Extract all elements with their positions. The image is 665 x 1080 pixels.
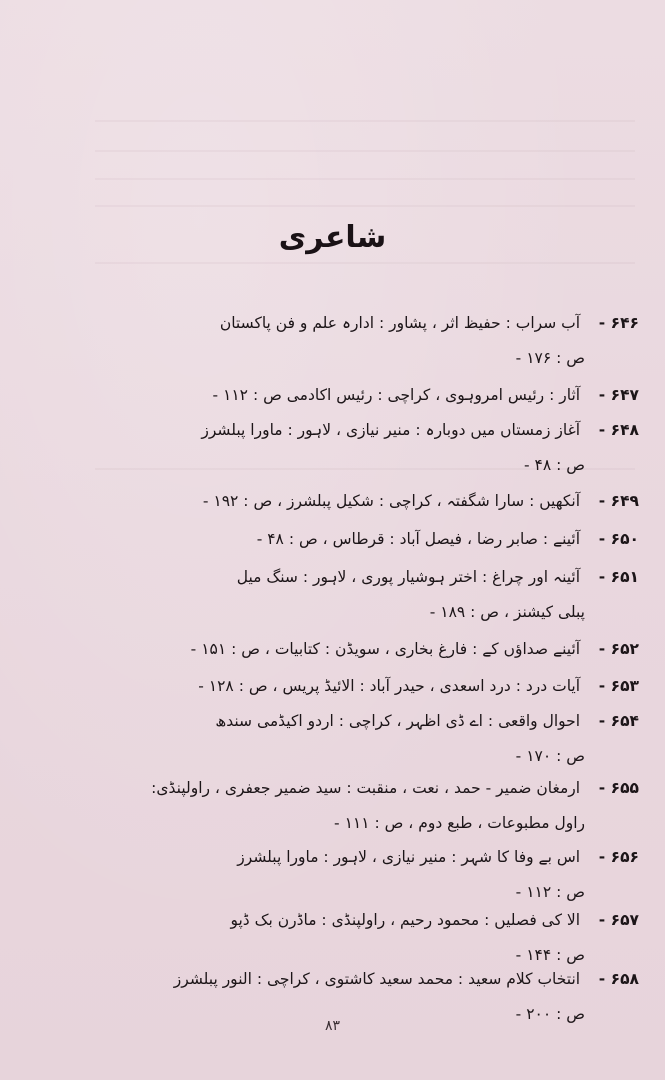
entry-text: انتخاب کلام سعید : محمد سعید کاشتوی ، کراچی : النور پبلشرز	[173, 970, 581, 988]
entry-text: ارمغان ضمیر - حمد ، نعت ، منقبت : سید ضمیر جعفری ، راولپنڈی:	[151, 779, 581, 797]
entry-number: ۶۴۷ -	[598, 386, 639, 404]
entry-650	[26, 522, 639, 557]
entry-number: ۶۴۶ -	[598, 314, 639, 332]
entry-first-line	[26, 306, 639, 341]
entry-first-line	[26, 560, 639, 595]
entry-652	[26, 632, 639, 667]
entry-first-line	[26, 771, 639, 806]
entry-continuation: ص : ۱۴۴ -	[515, 946, 585, 964]
page-number: ۸۳	[324, 1018, 341, 1034]
entry-first-line	[26, 903, 639, 938]
entry-number: ۶۵۳ -	[598, 677, 639, 695]
entry-text: آثار : رئیس امروہوی ، کراچی : رئیس اکادمی ص : ۱۱۲ -	[212, 386, 581, 404]
entry-647	[26, 378, 639, 413]
entry-text: آغاز زمستاں میں دوبارہ : منیر نیازی ، لاہور : ماورا پبلشرز	[201, 421, 581, 439]
entry-number: ۶۵۴ -	[598, 712, 639, 730]
entry-656	[26, 840, 639, 910]
entry-number: ۶۵۷ -	[598, 911, 639, 929]
entry-654	[26, 704, 639, 774]
entry-number: ۶۵۵ -	[598, 779, 639, 797]
entry-continuation: راول مطبوعات ، طبع دوم ، ص : ۱۱۱ -	[334, 814, 585, 832]
entry-continuation: ص : ۴۸ -	[523, 456, 585, 474]
entry-first-line	[26, 632, 639, 667]
bleed-through-line	[95, 178, 635, 180]
entry-text: آئینے : صابر رضا ، فیصل آباد : قرطاس ، ص : ۴۸ -	[256, 530, 581, 548]
entry-number: ۶۵۸ -	[598, 970, 639, 988]
entry-continuation: ص : ۱۷۶ -	[515, 349, 585, 367]
entry-text: آب سراب : حفیظ اثر ، پشاور : ادارہ علم و فن پاکستان	[219, 314, 581, 332]
entry-number: ۶۵۲ -	[598, 640, 639, 658]
entry-655	[26, 771, 639, 841]
bleed-through-line	[95, 120, 635, 122]
entry-646	[26, 306, 639, 376]
entry-first-line	[26, 413, 639, 448]
entry-number: ۶۵۶ -	[598, 848, 639, 866]
entry-number: ۶۵۰ -	[598, 530, 639, 548]
entry-text: اس بے وفا کا شہر : منیر نیازی ، لاہور : ماورا پبلشرز	[237, 848, 581, 866]
entry-first-line	[26, 669, 639, 704]
entry-648	[26, 413, 639, 483]
entry-first-line	[26, 840, 639, 875]
entry-number: ۶۴۸ -	[598, 421, 639, 439]
entry-text: الا کی فصلیں : محمود رحیم ، راولپنڈی : ماڈرن بک ڈپو	[230, 911, 581, 929]
entry-text: احوال واقعی : اے ڈی اظہر ، کراچی : اردو اکیڈمی سندھ	[215, 712, 581, 730]
entry-text: آئینے صداؤں کے : فارغ بخاری ، سویڈن : کتابیات ، ص : ۱۵۱ -	[190, 640, 581, 658]
entry-first-line	[26, 484, 639, 519]
entry-first-line	[26, 378, 639, 413]
entry-text: آنکھیں : سارا شگفتہ ، کراچی : شکیل پبلشرز ، ص : ۱۹۲ -	[202, 492, 581, 510]
entry-651	[26, 560, 639, 630]
entry-continuation: ص : ۲۰۰ -	[515, 1005, 585, 1023]
entry-continuation: ص : ۱۱۲ -	[515, 883, 585, 901]
bleed-through-line	[95, 262, 635, 264]
entry-653	[26, 669, 639, 704]
bleed-through-line	[95, 205, 635, 207]
entry-text: آئینہ اور چراغ : اختر ہوشیار پوری ، لاہور : سنگ میل	[236, 568, 581, 586]
section-heading: شاعری	[278, 220, 387, 255]
entry-text: آیات درد : درد اسعدی ، حیدر آباد : الائیڈ پریس ، ص : ۱۲۸ -	[198, 677, 581, 695]
entry-first-line	[26, 522, 639, 557]
bleed-through-line	[95, 150, 635, 152]
entry-649	[26, 484, 639, 519]
entry-number: ۶۴۹ -	[598, 492, 639, 510]
entry-continuation: ص : ۱۷۰ -	[515, 747, 585, 765]
entry-continuation: پبلی کیشنز ، ص : ۱۸۹ -	[429, 603, 585, 621]
entry-number: ۶۵۱ -	[598, 568, 639, 586]
entry-first-line	[26, 962, 639, 997]
entry-first-line	[26, 704, 639, 739]
